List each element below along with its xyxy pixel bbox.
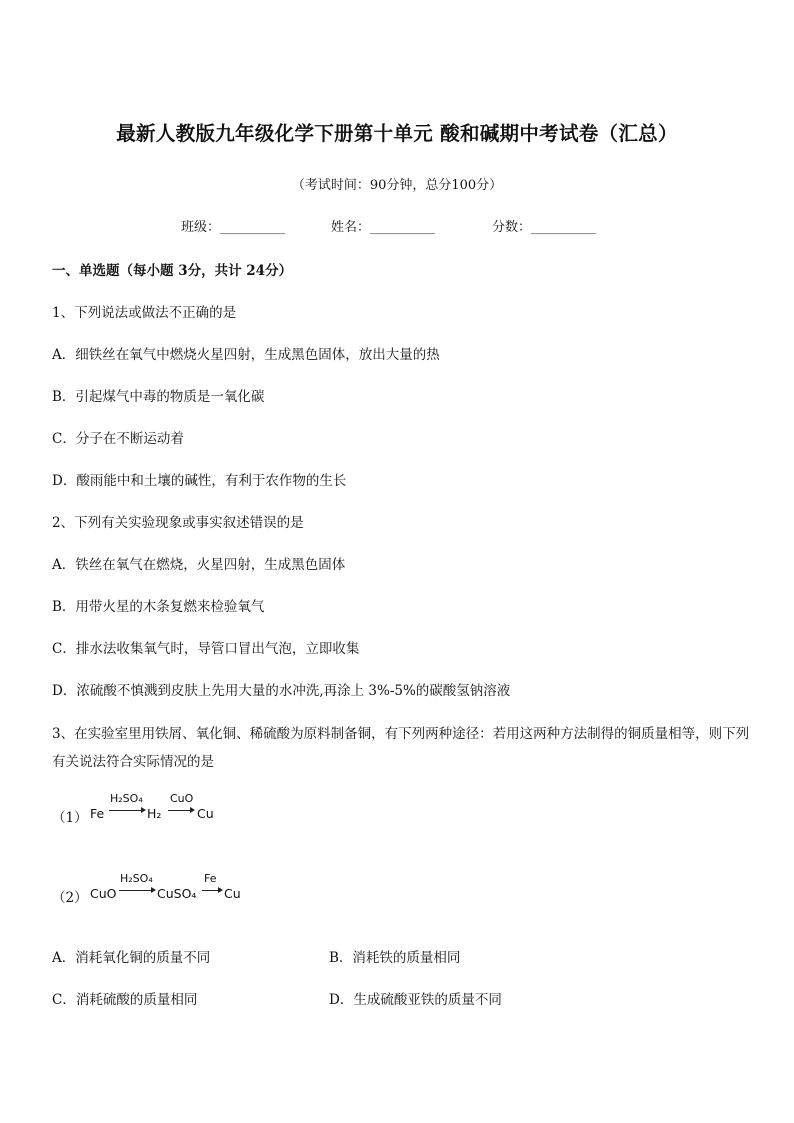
class-field (181, 216, 285, 235)
route-1-arrow-2 (168, 810, 190, 811)
route-1-arrow-2-head (190, 807, 195, 813)
q1-option-a: A．细铁丝在氧气中燃烧火星四射，生成黑色固体，放出大量的热 (52, 347, 440, 363)
route-2-label: （2） (52, 890, 88, 906)
route-2-mid: CuSO₄ (157, 886, 197, 901)
route-2-reagent-2: Fe (204, 872, 217, 885)
name-field (331, 216, 435, 235)
route-1-start: Fe (90, 806, 105, 821)
class-label: 班级： (181, 220, 221, 235)
score-field (492, 216, 596, 235)
section-heading: 一、单选题（每小题 3分，共计 24分） (52, 263, 293, 279)
route-1-reagent-2: CuO (170, 792, 194, 805)
reaction-route-1 (52, 790, 252, 830)
q3-option-d: D．生成硫酸亚铁的质量不同 (329, 992, 502, 1008)
exam-title: 最新人教版九年级化学下册第十单元 酸和碱期中考试卷（汇总） (116, 122, 678, 145)
q2-option-d: D．浓硫酸不慎溅到皮肤上先用大量的水冲洗,再涂上 3%-5%的碳酸氢钠溶液 (52, 683, 511, 699)
route-2-arrow-2-head (218, 887, 223, 893)
q3-option-c: C．消耗硫酸的质量相同 (52, 992, 198, 1008)
score-blank: __________ (531, 220, 597, 235)
question-2-stem: 2、下列有关实验现象或事实叙述错误的是 (52, 515, 304, 531)
route-1-mid: H₂ (147, 806, 162, 821)
q3-option-b: B．消耗铁的质量相同 (329, 950, 461, 966)
name-label: 姓名： (331, 220, 371, 235)
name-blank: __________ (370, 220, 436, 235)
q3-option-a: A．消耗氧化铜的质量不同 (52, 950, 211, 966)
q2-option-c: C．排水法收集氧气时，导管口冒出气泡，立即收集 (52, 641, 360, 657)
class-blank: __________ (220, 220, 286, 235)
route-2-arrow-1 (119, 890, 151, 891)
route-2-arrow-1-head (151, 887, 156, 893)
route-1-reagent-1: H₂SO₄ (110, 792, 143, 805)
q1-option-b: B．引起煤气中毒的物质是一氧化碳 (52, 389, 265, 405)
q1-option-d: D．酸雨能中和土壤的碱性，有利于农作物的生长 (52, 473, 347, 489)
route-2-reagent-1: H₂SO₄ (120, 872, 153, 885)
q1-option-c: C．分子在不断运动着 (52, 431, 184, 447)
route-1-arrow-1-head (141, 807, 146, 813)
route-1-arrow-1 (109, 810, 141, 811)
q2-option-a: A．铁丝在氧气在燃烧，火星四射，生成黑色固体 (52, 557, 346, 573)
route-1-label: （1） (52, 810, 88, 826)
question-3-stem: 3、在实验室里用铁屑、氧化铜、稀硫酸为原料制备铜，有下列两种途径：若用这两种方法制得的铜质量相等，则下列有关说法符合实际情况的是 (52, 726, 750, 770)
question-1-stem: 1、下列说法或做法不正确的是 (52, 305, 237, 321)
route-2-end: Cu (224, 886, 241, 901)
q2-option-b: B．用带火星的木条复燃来检验氧气 (52, 599, 265, 615)
route-2-arrow-2 (202, 890, 218, 891)
score-label: 分数： (492, 220, 532, 235)
exam-duration-note: （考试时间：90分钟，总分100分） (291, 178, 503, 193)
route-2-start: CuO (90, 886, 117, 901)
route-1-end: Cu (197, 806, 214, 821)
reaction-route-2 (52, 870, 272, 910)
